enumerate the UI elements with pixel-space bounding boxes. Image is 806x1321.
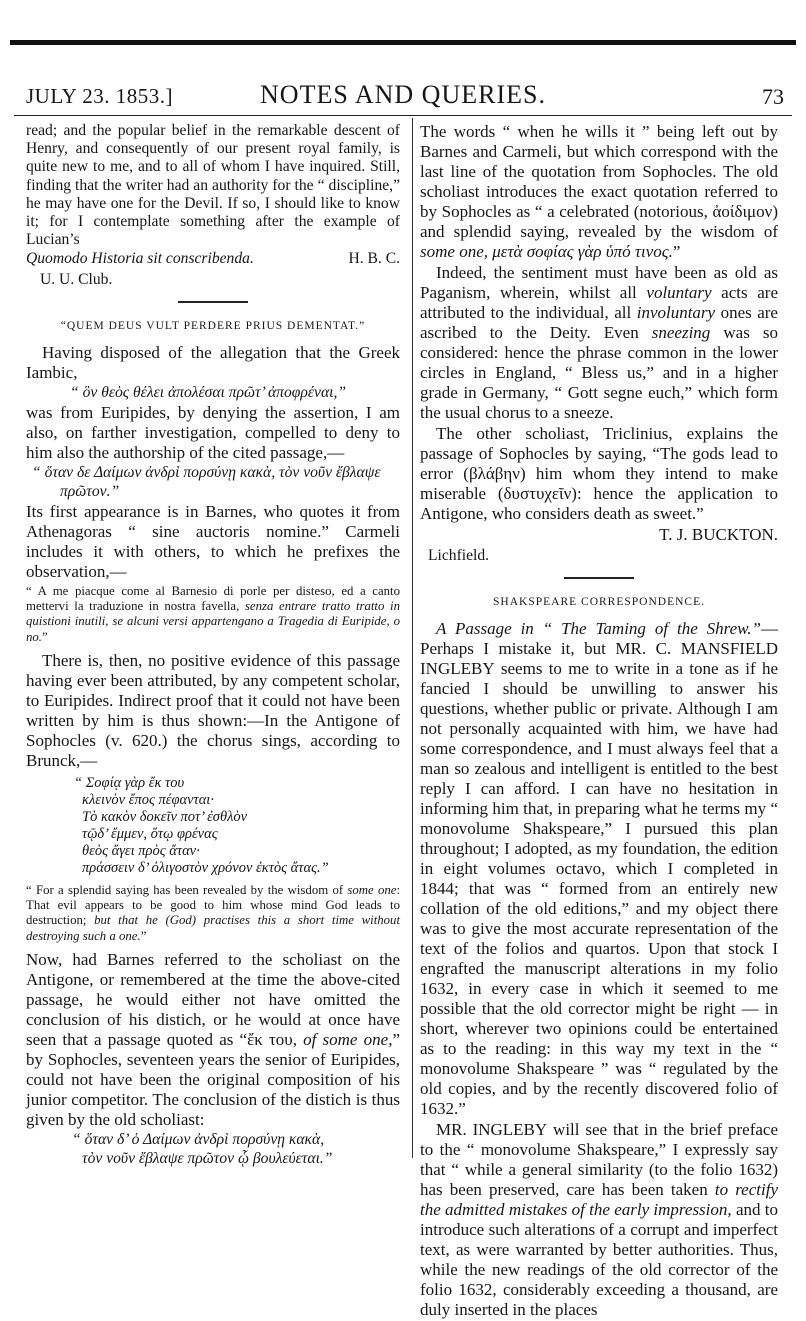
translation-close: ”	[140, 928, 147, 943]
separator-rule	[178, 301, 248, 303]
paragraph-euripides: was from Euripides, by denying the assertion, I am also, on farther investigation, compelled to deny to him also the authorship of the cited passage,—	[26, 403, 400, 463]
verse-line: θεὸς ἄγει πρὸς ἄταν·	[82, 842, 200, 859]
greek-quote-1: “ ὃν θεὸς θέλει ἀπολέσαι πρῶτ’ ἀποφρέναι,”	[70, 384, 347, 402]
paragraph-text: The words “ when he wills it ” being left out by Barnes and Carmeli, but which correspond with the last line of the quotation from Sophocles. The old scholiast introduces the exact quotation referred to by Sophocles as “ a celebrated (notorious, ἀοίδιμον) and splendid saying, revealed by the wisdom of	[420, 122, 778, 241]
place-lichfield: Lichfield.	[428, 547, 490, 564]
verse-line: κλεινὸν ἔπος πέφανται·	[82, 791, 214, 808]
separator-rule	[564, 577, 634, 579]
club-line: U. U. Club.	[40, 270, 113, 288]
left-column	[26, 122, 400, 1169]
signature-buckton: T. J. BUCKTON.	[659, 525, 778, 544]
paragraph-text: Indeed, the sentiment must have been as old as Paganism, wherein, whilst all	[420, 263, 778, 302]
paragraph-italic: to rectify the admitted mistakes of the early impression,	[420, 1180, 778, 1220]
paragraph-italic: sneezing	[651, 323, 711, 342]
greek-quote-2b: πρῶτον.”	[60, 483, 120, 501]
paragraph-text: seems to me to write in a tone as if he fancied I should be unwilling to answer his questions, whether public or private. Although I am not personally acquainted with him, we have had some correspondence, and I must always feel that a man so zealous and intelligent is entitled to the best reply I can afford. I can have no hesitation in informing him that, in preparing what he terms my “ monovolume Shakspeare,” I pursued this plan throughout; I adopted, as my foundation, the edition in eight volumes octavo, which I completed in 1844; that was “ formed from an entirely new collation of the old editions,” and my object there was to give the most accurate representation of the text of the folios and quartos. Upon that stock I engrafted the manuscript alterations in my folio 1632, in every case in which it seemed to me possible that the old corrector might be right — in short, wherever two opinions could be entertained as to the reading: in this way my text in the “ monovolume Shakspeare ” was “ regulated by the old copies, and by the recently discovered folio of 1632.”	[420, 659, 778, 1119]
paragraph-indeed	[420, 263, 778, 423]
paragraph-words	[420, 122, 778, 262]
paragraph-having: Having disposed of the allegation that the Greek Iambic,	[26, 343, 400, 383]
header-title: NOTES AND QUERIES.	[260, 80, 546, 109]
paragraph-text: was so considered: hence the phrase common in the lower circles in England, “ Bless us,” and in a higher grade in Germany, “ Gott segne euch,” which form the usual chorus to a sneeze.	[420, 323, 778, 422]
top-rule	[10, 40, 796, 45]
section-title-shakspeare: SHAKSPEARE CORRESPONDENCE.	[493, 596, 705, 609]
italian-close: ”	[42, 629, 48, 644]
paragraph-text: read; and the popular belief in the remarkable descent of Henry, and consequently of our present royal family, is quite new to me, and to all of whom I have inquired. Still, finding that the writer had an authority for the “ discipline,” he may have one for the Devil. If so, I should like to know it; for I contemplate something after the example of Lucian’s	[26, 122, 400, 249]
english-translation	[26, 883, 400, 944]
paragraph-italic: involuntary	[636, 303, 716, 322]
paragraph-italic: of some one	[303, 1030, 389, 1050]
signature-hbc: H. B. C.	[348, 250, 400, 268]
column-divider	[412, 118, 413, 1158]
translation-text: “ For a splendid saying has been revealed by the wisdom of	[26, 882, 348, 897]
paragraph-taming	[420, 619, 778, 1119]
verse-line: τῷδ’ ἔμμεν, ὅτῳ φρένας	[82, 825, 218, 842]
verse-line: Τὸ κακὸν δοκεῖν ποτ’ ἐσθλὸν	[82, 808, 248, 825]
paragraph-text: Now, had Barnes referred to the scholiast on the Antigone, or remembered at the time the above-cited passage, he would either not have omitted the conclusion of his distich, or he would at once have seen that a passage quoted as “ἔκ του,	[26, 950, 400, 1050]
paragraph-text: ones are ascribed to the Deity. Even	[420, 303, 778, 342]
page-number: 73	[762, 84, 784, 109]
paragraph-evidence: There is, then, no positive evidence of this passage having ever been attributed, by any competent scholar, to Euripides. Indirect proof that it could not have been written by him is thus shown:—In the Antigone of Sophocles (v. 620.) the chorus sings, according to Brunck,—	[26, 650, 400, 770]
verse-line: “ Σοφίᾳ γὰρ ἔκ του	[74, 774, 185, 791]
paragraph-text: ”	[672, 242, 681, 261]
header-date: JULY 23. 1853.]	[26, 84, 173, 108]
paragraph-triclinius: The other scholiast, Triclinius, explains the passage of Sophocles by saying, “The gods lead to error (βλάβην) him whom they intend to make miserable (δυστυχεῖν): hence the application to Antigone, who considers death as sweet.”	[420, 424, 778, 523]
running-head	[22, 80, 784, 110]
person-name: MR. C. MANSFIELD INGLEBY	[420, 639, 778, 679]
paragraph-text: and to introduce such alterations of a corrupt and imperfect text, as were warranted by better authorities. Thus, while the new readings of the old corrector of the folio 1632, considerably exceeding a thousand, are duly inserted in the places	[420, 1200, 778, 1320]
italian-quote	[26, 584, 400, 645]
translation-text: : That evil appears to be good to him whose mind God leads to destruction;	[26, 882, 401, 928]
paragraph-italic: some one, μετὰ σοφίας γὰρ ὑπό τινος.	[420, 242, 673, 261]
paragraph-text: ,” by Sophocles, seventeen years the senior of Euripides, could not have been the original composition of his junior competitor. The conclusion of the distich is thus given by the old scholiast:	[26, 1030, 400, 1130]
greek-quote-3a: “ ὅταν δ’ ὁ Δαίμων ἀνδρὶ πορσύνῃ κακὰ,	[72, 1131, 325, 1149]
italian-italic: senza entrare tratto tratto in quistioni inutili, se alcuni versi appartengano a Tragedia di Euripide, o no.	[26, 598, 400, 644]
paragraph-hbc	[26, 122, 400, 249]
paragraph-now-had-barnes	[26, 950, 400, 1130]
translation-italic: some one	[347, 882, 397, 897]
paragraph-ingleby	[420, 1120, 778, 1320]
header-rule	[14, 115, 792, 116]
signature-line	[26, 250, 400, 268]
translation-italic: but that he (God) practises this a short time without destroying such a one.	[26, 913, 400, 943]
person-name: MR. INGLEBY	[436, 1120, 548, 1140]
article-lead-title: A Passage in “ The Taming of the Shrew.”	[436, 619, 761, 639]
greek-quote-3b: τὸν νοῦν ἔβλαψε πρῶτον ᾧ βουλεύεται.”	[82, 1150, 333, 1168]
paragraph-italic: voluntary	[646, 283, 712, 302]
italic-title: Quomodo Historia sit conscribenda.	[26, 250, 254, 268]
paragraph-text: will see that in the brief preface to the “ monovolume Shakspeare,” I expressly say that “ while a general similarity (to the folio 1632) has been preserved, care has been taken	[420, 1120, 779, 1200]
greek-verse	[74, 775, 400, 877]
paragraph-text: acts are attributed to the individual, all	[420, 283, 778, 322]
italian-text: “ A me piacque come al Barnesio di porle per disteso, ed a canto mettervi la traduzione in nostra favella,	[26, 583, 400, 613]
section-title-quem-deus: “QUEM DEUS VULT PERDERE PRIUS DEMENTAT.”	[60, 319, 366, 332]
greek-quote-2a: “ ὅταν δε Δαίμων ἀνδρὶ πορσύνῃ κακὰ, τὸν νοῦν ἔβλαψε	[32, 464, 381, 482]
paragraph-text: — Perhaps I mistake it, but	[420, 619, 778, 659]
verse-line: πράσσειν δ’ ὀλιγοστὸν χρόνον ἐκτὸς ἄτας.”	[82, 859, 329, 876]
paragraph-barnes: Its first appearance is in Barnes, who quotes it from Athenagoras “ sine auctoris nomine.” Carmeli includes it with others, to which he prefixes the observation,—	[26, 501, 400, 581]
right-column	[420, 122, 778, 1321]
